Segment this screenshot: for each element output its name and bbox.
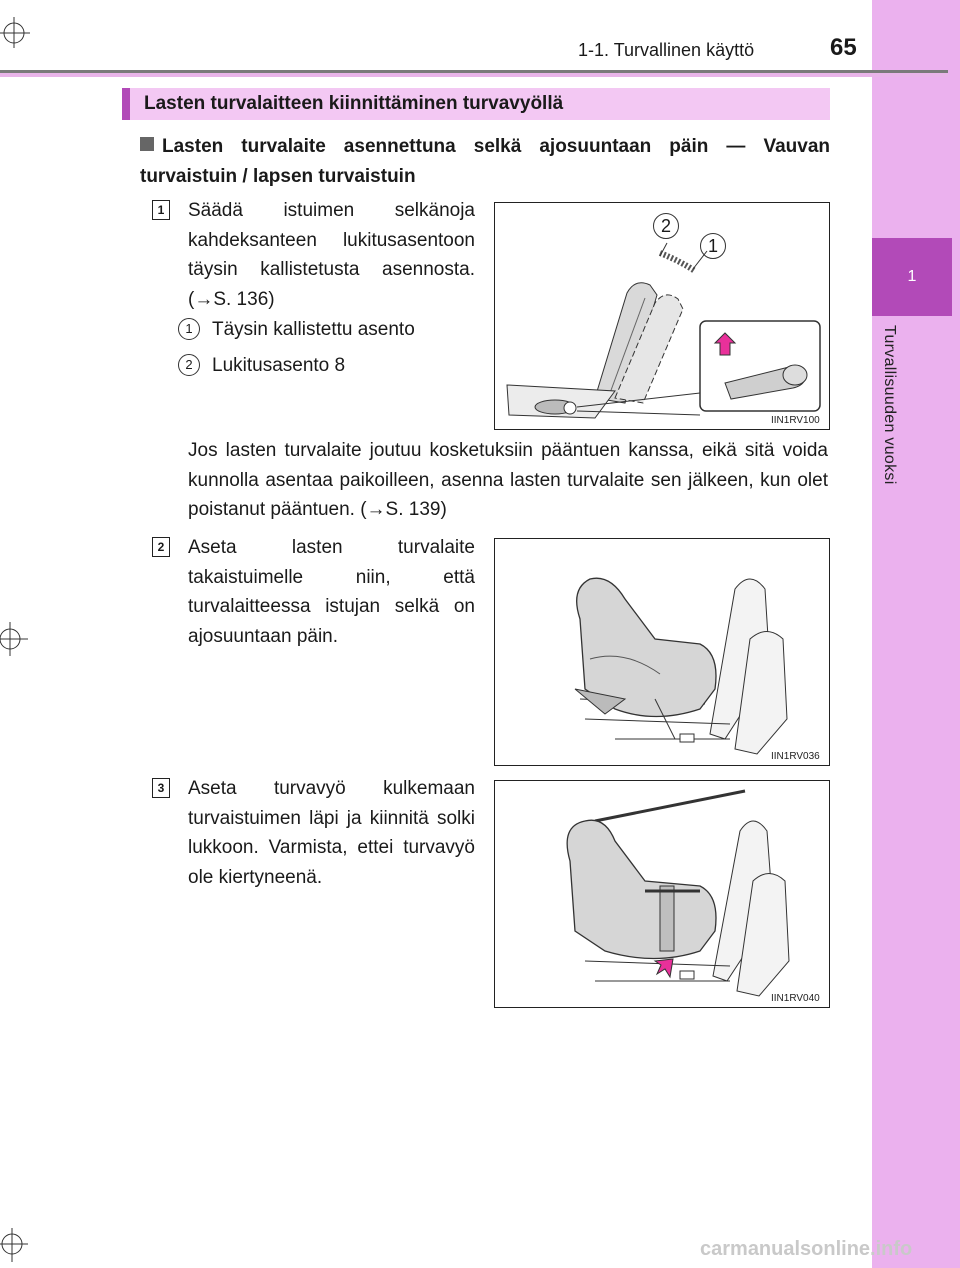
bullet-square-icon <box>140 137 154 151</box>
step-2-text: Aseta lasten turvalaite takaistuimelle niin, että turvalaitteessa istujan selkä on ajosuuntaan päin. <box>188 537 475 647</box>
figure-fasten-belt <box>494 780 830 1008</box>
section-title: 1-1. Turvallinen käyttö <box>578 40 755 60</box>
subsection-heading-text: Lasten turvalaite asennettuna selkä ajosuuntaan päin — Vauvan turvaistuin / lapsen turvaistuin <box>140 136 830 187</box>
figure-code: IIN1RV100 <box>771 415 820 426</box>
seatbelt-fasten-illustration <box>495 781 828 1006</box>
side-chapter-strip <box>872 0 960 1268</box>
figure-callout-2: 2 <box>653 213 679 239</box>
item-2-text: Lukitusasento 8 <box>212 355 346 376</box>
registration-mark-bottom-left <box>0 1228 34 1262</box>
chapter-tab[interactable]: 1 <box>872 238 952 316</box>
item-1-text: Täysin kallistettu asento <box>212 319 415 340</box>
registration-mark-mid-left <box>0 622 34 656</box>
registration-mark-top-left <box>0 14 34 48</box>
step-3-text: Aseta turvavyö kulkemaan turvaistuimen läpi ja kiinnitä solki lukkoon. Varmista, ettei turvavyö ole kiertyneenä. <box>188 778 475 888</box>
step-number-2: 2 <box>152 537 170 557</box>
box-title: Lasten turvalaitteen kiinnittäminen turvavyöllä <box>122 88 830 120</box>
step-number-1: 1 <box>152 200 170 220</box>
chapter-label: Turvallisuuden vuoksi <box>881 325 898 485</box>
step-number-3: 3 <box>152 778 170 798</box>
figure-callout-1: 1 <box>700 233 726 259</box>
child-seat-placement-illustration <box>495 539 828 764</box>
figure-place-seat <box>494 538 830 766</box>
header-accent-rule <box>0 73 948 77</box>
subsection-heading <box>140 132 830 192</box>
figure-code: IIN1RV036 <box>771 751 820 762</box>
figure-seatback-recline <box>494 202 830 430</box>
item-number-2: 2 <box>178 354 200 376</box>
figure-code: IIN1RV040 <box>771 993 820 1004</box>
step-1-text: Säädä istuimen selkänoja kahdeksanteen lukitusasentoon täysin kallistetusta asennosta. (→S. 136) <box>188 200 475 310</box>
watermark: carmanualsonline.info <box>700 1238 913 1260</box>
item-number-1: 1 <box>178 318 200 340</box>
step-1-note: Jos lasten turvalaite joutuu kosketuksiin pääntuen kanssa, eikä sitä voida kunnolla asentaa paikoilleen, asenna lasten turvalaite sen jälkeen, kun olet poistanut pääntuen. (→S. 139) <box>188 440 828 520</box>
page-number: 65 <box>830 34 857 61</box>
